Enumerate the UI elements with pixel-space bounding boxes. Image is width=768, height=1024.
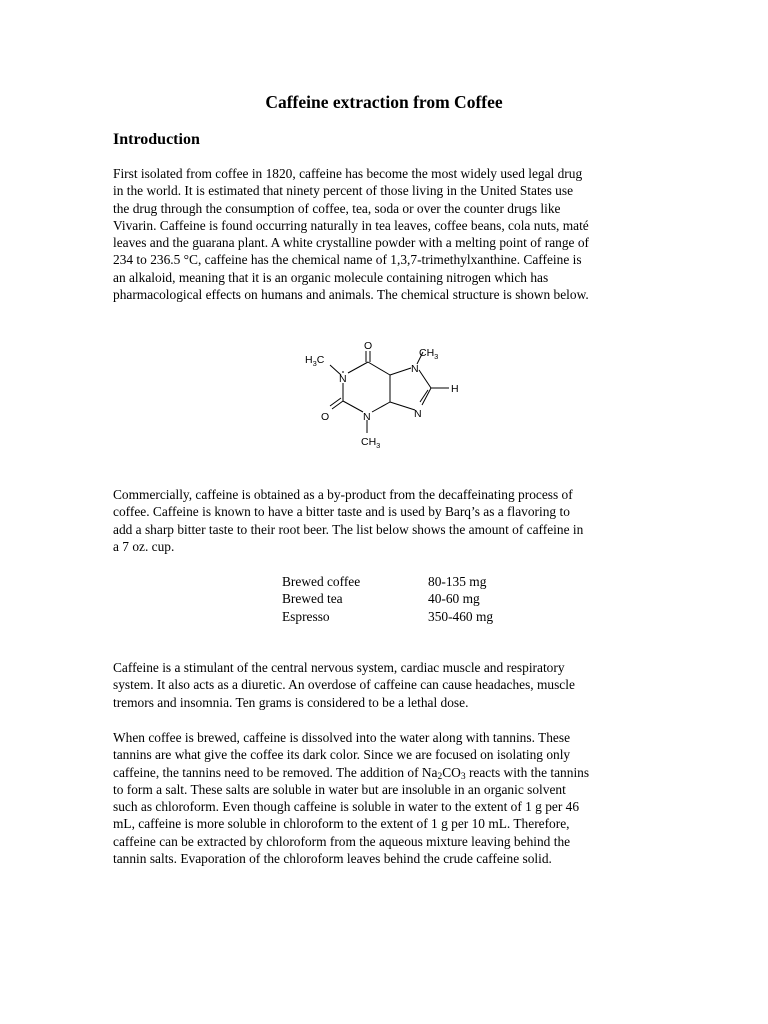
- text-line: in the world. It is estimated that ninety percent of those living in the United States use: [113, 183, 574, 199]
- text-fragment: reacts with the tannins: [465, 764, 590, 780]
- label-h3c: $H_3C$: [305, 354, 325, 368]
- label-n9: N: [414, 408, 422, 420]
- text-fragment: caffeine, the tannins need to be removed. The addition of Na: [113, 764, 438, 780]
- text-line: the drug through the consumption of coffee, tea, soda or over the counter drugs like: [113, 200, 561, 216]
- text-line: such as chloroform. Even though caffeine is soluble in water to the extent of 1 g per 46: [113, 799, 580, 815]
- text-line: coffee. Caffeine is known to have a bitter taste and is used by Barq’s as a flavoring to: [113, 504, 570, 520]
- label-n7: N: [411, 363, 419, 375]
- stimulant-paragraph: [113, 659, 673, 711]
- text-line: pharmacological effects on humans and animals. The chemical structure is shown below.: [113, 287, 589, 303]
- text-line: an alkaloid, meaning that it is an organic molecule containing nitrogen which has: [113, 269, 549, 285]
- beverage-name: Brewed coffee: [282, 574, 361, 589]
- text-line: system. It also acts as a diuretic. An overdose of caffeine can cause headaches, muscle: [113, 677, 575, 693]
- text-line: mL, caffeine is more soluble in chloroform to the extent of 1 g per 10 mL. Therefore,: [113, 816, 570, 832]
- text-line: First isolated from coffee in 1820, caffeine has become the most widely used legal drug: [113, 166, 583, 181]
- label-h: H: [451, 383, 459, 395]
- commercial-paragraph: [113, 486, 673, 555]
- caffeine-amount: 350-460 mg: [428, 608, 494, 624]
- subscript: 2: [437, 771, 443, 782]
- label-ch3-bottom: $CH_3$: [361, 436, 381, 450]
- subscript: 3: [460, 771, 466, 782]
- text-line: Caffeine is a stimulant of the central nervous system, cardiac muscle and respiratory: [113, 660, 565, 675]
- text-line: Commercially, caffeine is obtained as a by-product from the decaffeinating process of: [113, 487, 573, 502]
- text-line: tannins are what give the coffee its dark color. Since we are focused on isolating only: [113, 747, 571, 763]
- extraction-paragraph: [113, 729, 673, 867]
- text-line: 234 to 236.5 °C, caffeine has the chemical name of 1,3,7-trimethylxanthine. Caffeine is: [113, 252, 582, 268]
- text-line: leaves and the guarana plant. A white crystalline powder with a melting point of range of: [113, 235, 589, 251]
- table-row: [282, 590, 493, 607]
- table-row: [282, 573, 493, 590]
- text-fragment: CO: [442, 764, 461, 780]
- text-line: When coffee is brewed, caffeine is dissolved into the water along with tannins. These: [113, 730, 571, 745]
- caffeine-amount: 80-135 mg: [428, 574, 487, 589]
- label-n1: N: [339, 373, 347, 385]
- intro-paragraph: [113, 165, 673, 303]
- text-line: a 7 oz. cup.: [113, 538, 175, 554]
- caffeine-structure-diagram: [295, 338, 475, 453]
- text-line: tannin salts. Evaporation of the chloroform leaves behind the crude caffeine solid.: [113, 851, 552, 867]
- label-n3: N: [363, 411, 371, 423]
- caffeine-amount-table: [282, 573, 493, 625]
- label-oxygen-left: O: [321, 411, 330, 423]
- label-ch3-top: $CH_3$: [419, 347, 439, 361]
- text-line: tremors and insomnia. Ten grams is considered to be a lethal dose.: [113, 694, 469, 710]
- text-line: Vivarin. Caffeine is found occurring naturally in tea leaves, coffee beans, cola nuts, maté: [113, 217, 589, 233]
- beverage-name: Espresso: [282, 608, 330, 624]
- text-line: to form a salt. These salts are soluble in water but are insoluble in an organic solvent: [113, 781, 566, 797]
- text-line: add a sharp bitter taste to their root beer. The list below shows the amount of caffeine in: [113, 521, 584, 537]
- beverage-name: Brewed tea: [282, 591, 343, 607]
- caffeine-amount: 40-60 mg: [428, 591, 480, 607]
- section-heading-introduction: Introduction: [113, 131, 200, 148]
- text-line: caffeine can be extracted by chloroform from the aqueous mixture leaving behind the: [113, 833, 571, 849]
- document-title: Caffeine extraction from Coffee: [265, 92, 503, 112]
- label-oxygen-top: O: [364, 340, 373, 352]
- text-line: [113, 764, 673, 781]
- table-row: [282, 608, 493, 625]
